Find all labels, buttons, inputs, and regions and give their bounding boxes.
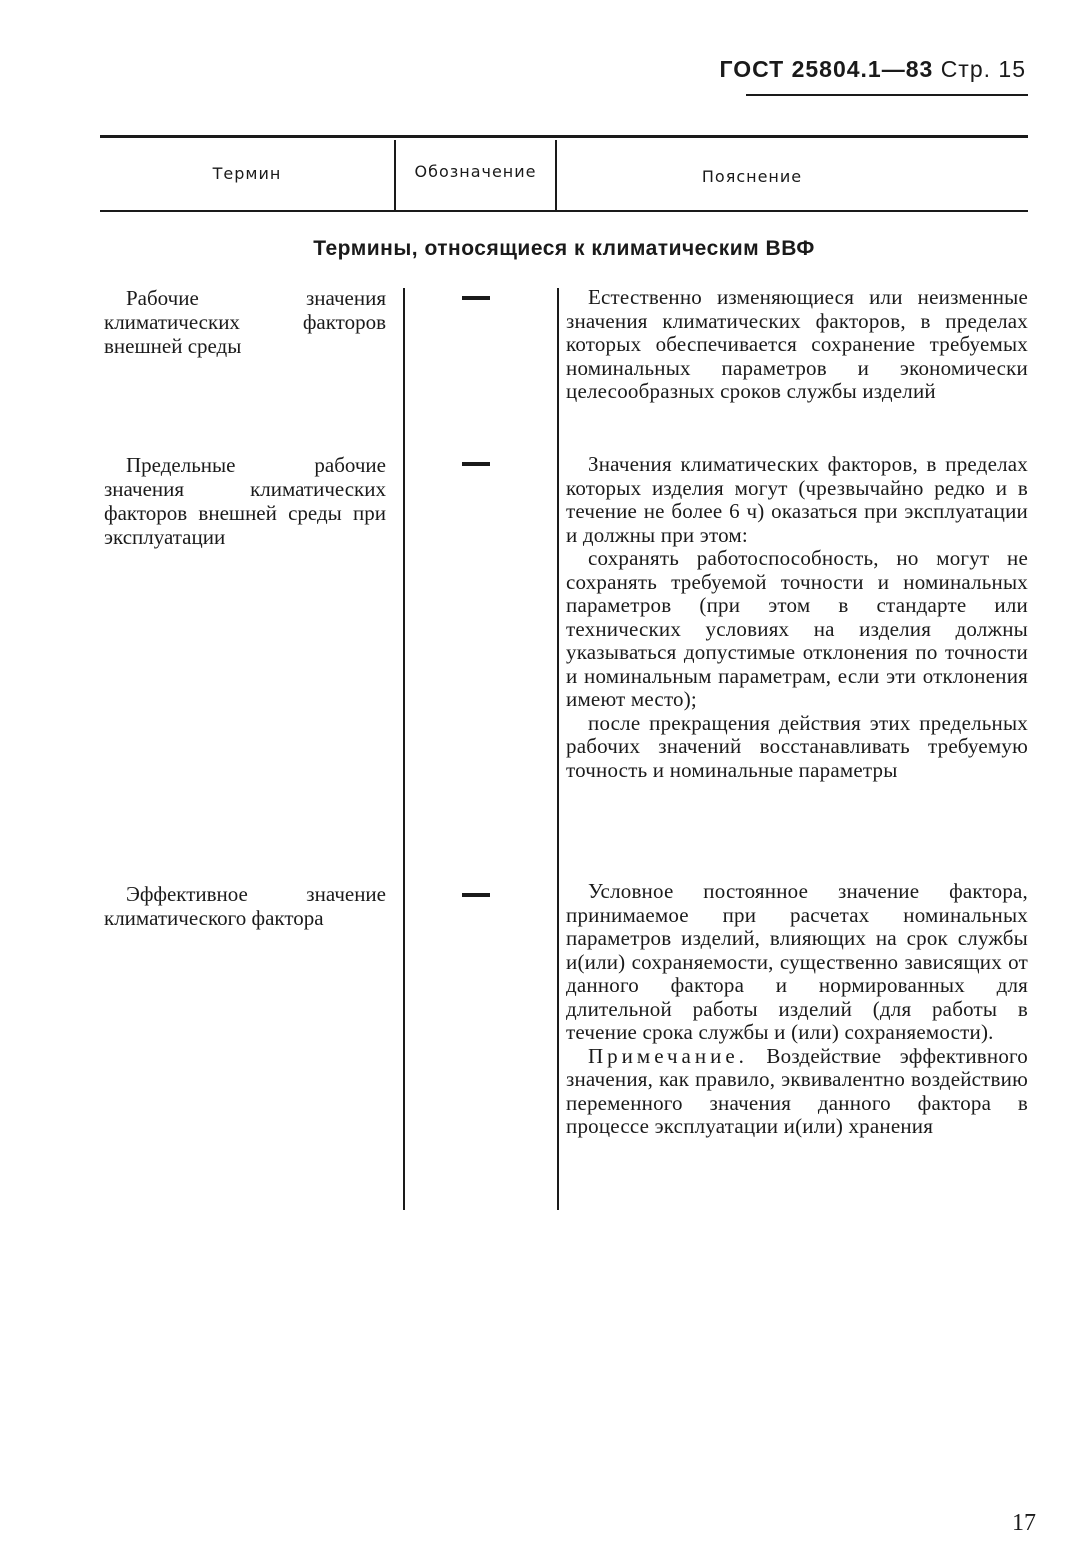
page-header xyxy=(719,56,1026,83)
table-row-3-term xyxy=(104,882,386,930)
column-separator xyxy=(403,288,405,1210)
term-text: Рабочие значения климатических факторов внешней среды xyxy=(104,286,386,358)
symbol-dash xyxy=(462,893,490,897)
column-header-symbol: Обозначение xyxy=(414,162,537,181)
table-header-rule xyxy=(100,210,1028,212)
term-text: Эффективное значение климатического фактора xyxy=(104,882,386,930)
table-row-1-term xyxy=(104,286,386,358)
column-separator xyxy=(557,288,559,1210)
term-text: Предельные рабочие значения климатических факторов внешней среды при эксплуатации xyxy=(104,453,386,549)
table-row-3-explanation xyxy=(566,880,1028,1139)
symbol-dash xyxy=(462,296,490,300)
page-number: 17 xyxy=(1012,1510,1036,1536)
explanation-paragraph: Условное постоянное значение фактора, принимаемое при расчетах номинальных параметров изделий, влияющих на срок службы и(или) сохраняемости, существенно зависящих от данного фактора и нормированных для длительной работы изделий (для работы в течение срока службы и (или) сохраняемости). xyxy=(566,879,1028,1044)
table-row-1-explanation xyxy=(566,286,1028,404)
section-title: Термины, относящиеся к климатическим ВВФ xyxy=(313,237,815,260)
table-top-rule xyxy=(100,135,1028,138)
doc-id: ГОСТ 25804.1—83 xyxy=(719,56,934,82)
symbol-dash xyxy=(462,462,490,466)
explanation-note xyxy=(566,1045,1028,1139)
table-row-2-term xyxy=(104,453,386,549)
note-label: Примечание. xyxy=(588,1043,748,1068)
note-text: Воздействие эффективного значения, как правило, эквивалентно воздействию переменного значения данного фактора в процессе эксплуатации и(или) хранения xyxy=(566,1043,1029,1138)
header-underline xyxy=(746,94,1028,96)
explanation-paragraph: Значения климатических факторов, в пределах которых изделия могут (чрезвычайно редко и в течение не более 6 ч) оказаться при эксплуатации и должны при этом: xyxy=(566,452,1028,547)
explanation-paragraph: после прекращения действия этих предельных рабочих значений восстанавливать требуемую точность и номинальные параметры xyxy=(566,710,1028,782)
table-row-2-explanation xyxy=(566,453,1028,782)
column-header-term: Термин xyxy=(212,164,282,183)
explanation-paragraph: Естественно изменяющиеся или неизменные значения климатических факторов, в пределах которых обеспечивается сохранение требуемых номинальных параметров и экономически целесообразных сроков службы изделий xyxy=(566,285,1028,403)
column-header-explanation: Пояснение xyxy=(701,167,803,186)
explanation-paragraph: сохранять работоспособность, но могут не сохранять требуемой точности и номинальных параметров (при этом в стандарте или технических условиях на изделия должны указываться допустимые отклонения по точности и номинальным параметрам, если эти отклонения имеют место); xyxy=(566,546,1028,711)
page-label: Стр. 15 xyxy=(940,56,1026,82)
